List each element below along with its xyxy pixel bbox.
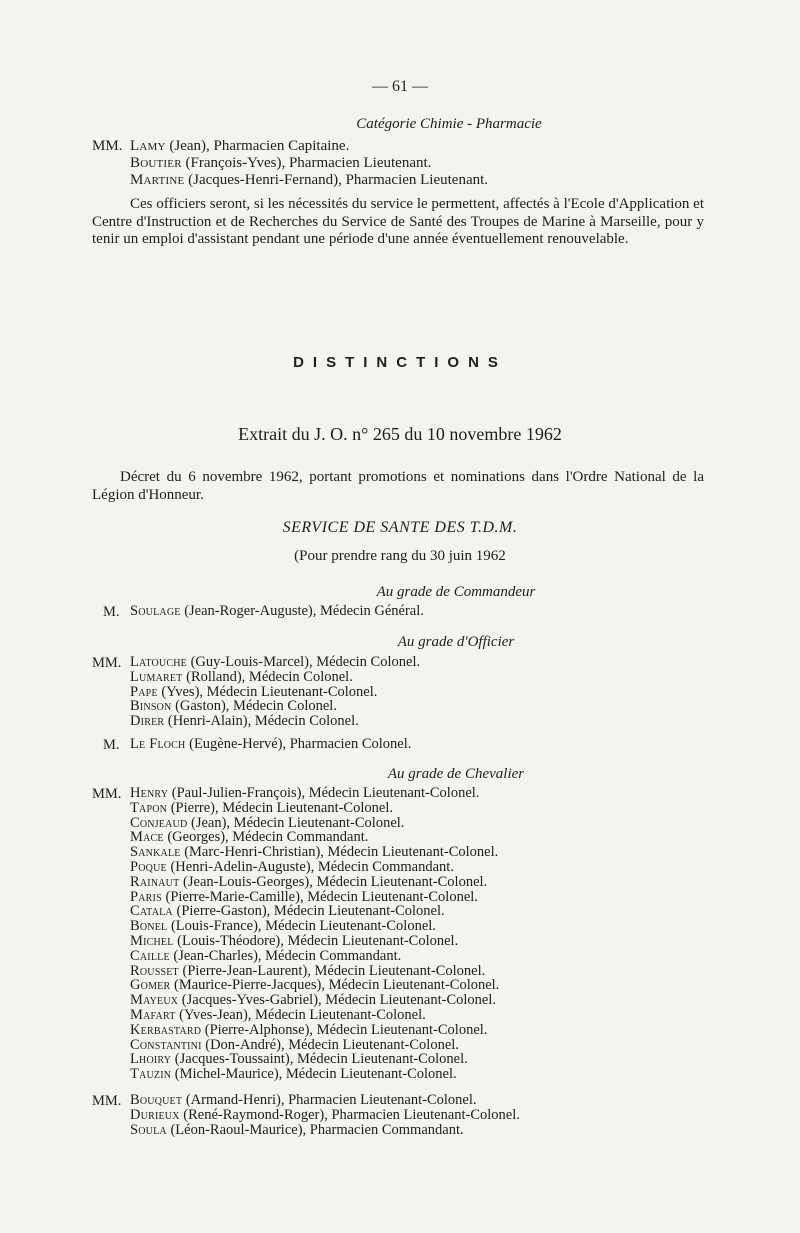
person-details: (Gaston), Médecin Colonel. xyxy=(171,698,337,715)
chevalier-prefix-2: MM. xyxy=(92,1093,122,1109)
list-item xyxy=(130,919,499,934)
person-details: (Jean), Pharmacien Capitaine. xyxy=(165,138,350,154)
category-heading: Catégorie Chimie - Pharmacie xyxy=(356,116,542,132)
person-details: (Jacques-Henri-Fernand), Pharmacien Lieutenant. xyxy=(184,172,489,188)
list-item xyxy=(130,155,488,172)
chevalier-heading: Au grade de Chevalier xyxy=(387,766,525,782)
decret-paragraph: Décret du 6 novembre 1962, portant promotions et nominations dans l'Ordre National de la Légion d'Honneur. xyxy=(92,469,704,503)
officers-paragraph: Ces officiers seront, si les nécessités du service le permettent, affectés à l'Ecole d'Application et Centre d'Instruction et de Recherches du Service de Santé des Troupes de Marine à Marseille, pour y tenir un emploi d'assistant pendant une période d'une année éventuellement renouvelable. xyxy=(92,196,704,248)
person-surname: Gomer xyxy=(130,977,171,994)
list-item xyxy=(130,714,420,729)
person-surname: Boutier xyxy=(130,155,182,171)
list-item xyxy=(130,138,488,155)
person-details: (Henri-Adelin-Auguste), Médecin Commandant. xyxy=(166,858,454,875)
person-details: (Yves), Médecin Lieutenant-Colonel. xyxy=(157,683,378,700)
list-item xyxy=(130,1008,499,1023)
extrait-line: Extrait du J. O. n° 265 du 10 novembre 1962 xyxy=(238,424,562,444)
person-surname: Paris xyxy=(130,888,162,905)
chevalier-list-2 xyxy=(130,1093,520,1137)
person-surname: Kerbastard xyxy=(130,1021,202,1038)
person-details: (Yves-Jean), Médecin Lieutenant-Colonel. xyxy=(175,1006,426,1023)
list-item xyxy=(130,1038,499,1053)
list-item xyxy=(130,172,488,189)
person-surname: Tapon xyxy=(130,799,168,816)
person-surname: Rousset xyxy=(130,962,179,979)
list-item xyxy=(130,655,420,670)
person-surname: Binson xyxy=(130,698,172,715)
person-details: (François-Yves), Pharmacien Lieutenant. xyxy=(181,155,432,171)
person-details: (Pierre-Alphonse), Médecin Lieutenant-Colonel. xyxy=(201,1021,488,1038)
commandeur-list xyxy=(130,604,424,619)
list-item xyxy=(130,934,499,949)
list-item xyxy=(130,801,499,816)
person-surname: Le Floch xyxy=(130,736,186,752)
commandeur-prefix: M. xyxy=(103,604,120,620)
list-item xyxy=(130,604,424,619)
person-surname: Conjeaud xyxy=(130,814,188,831)
person-surname: Soulage xyxy=(130,603,181,619)
list-item xyxy=(130,699,420,714)
person-details: (Henri-Alain), Médecin Colonel. xyxy=(164,713,359,730)
officier-prefix-2: M. xyxy=(103,737,120,753)
list-item xyxy=(130,964,499,979)
list-item xyxy=(130,685,420,700)
person-surname: Catala xyxy=(130,903,173,920)
person-details: (Michel-Maurice), Médecin Lieutenant-Colonel. xyxy=(171,1066,457,1083)
top-prefix: MM. xyxy=(92,138,123,154)
list-item xyxy=(130,875,499,890)
person-surname: Bonel xyxy=(130,918,168,935)
person-details: (Jean-Charles), Médecin Commandant. xyxy=(169,947,402,964)
person-surname: Caille xyxy=(130,947,170,964)
service-heading: SERVICE DE SANTE DES T.D.M. xyxy=(282,519,518,536)
person-details: (Pierre-Gaston), Médecin Lieutenant-Colonel. xyxy=(172,903,445,920)
person-surname: Lhoiry xyxy=(130,1051,172,1068)
list-item xyxy=(130,1108,520,1123)
list-item xyxy=(130,993,499,1008)
person-details: (Pierre-Marie-Camille), Médecin Lieutenant-Colonel. xyxy=(161,888,478,905)
person-details: (René-Raymond-Roger), Pharmacien Lieutenant-Colonel. xyxy=(179,1106,520,1123)
person-surname: Lumaret xyxy=(130,668,183,685)
person-details: (Léon-Raoul-Maurice), Pharmacien Commandant. xyxy=(166,1121,464,1138)
person-details: (Louis-France), Médecin Lieutenant-Colonel. xyxy=(167,918,436,935)
person-surname: Poque xyxy=(130,858,167,875)
person-surname: Direr xyxy=(130,713,165,730)
top-entries-list xyxy=(130,138,488,189)
person-surname: Tauzin xyxy=(130,1066,172,1083)
person-surname: Henry xyxy=(130,785,169,801)
person-details: (Marc-Henri-Christian), Médecin Lieutenant-Colonel. xyxy=(180,844,499,861)
person-surname: Latouche xyxy=(130,654,187,670)
officier-list-2 xyxy=(130,737,411,752)
officier-list xyxy=(130,655,420,729)
list-item xyxy=(130,1067,499,1082)
list-item xyxy=(130,904,499,919)
officier-heading: Au grade d'Officier xyxy=(397,634,515,650)
person-details: (Jacques-Yves-Gabriel), Médecin Lieutenant-Colonel. xyxy=(178,992,497,1009)
person-details: (Jean-Roger-Auguste), Médecin Général. xyxy=(180,603,424,619)
person-details: (Louis-Théodore), Médecin Lieutenant-Colonel. xyxy=(173,932,459,949)
chevalier-prefix: MM. xyxy=(92,786,122,802)
list-item xyxy=(130,978,499,993)
page-number: — 61 — xyxy=(372,78,428,95)
person-details: (Pierre), Médecin Lieutenant-Colonel. xyxy=(167,799,393,816)
list-item xyxy=(130,1052,499,1067)
person-details: (Pierre-Jean-Laurent), Médecin Lieutenant-Colonel. xyxy=(178,962,486,979)
person-surname: Bouquet xyxy=(130,1092,183,1108)
chevalier-list xyxy=(130,786,499,1082)
person-surname: Sankale xyxy=(130,844,181,861)
person-surname: Mafart xyxy=(130,1006,176,1023)
person-details: (Jean), Médecin Lieutenant-Colonel. xyxy=(187,814,405,831)
person-surname: Mayeux xyxy=(130,992,179,1009)
list-item xyxy=(130,737,411,752)
person-details: (Paul-Julien-François), Médecin Lieutenant-Colonel. xyxy=(168,785,480,801)
list-item xyxy=(130,949,499,964)
list-item xyxy=(130,830,499,845)
list-item xyxy=(130,1123,520,1138)
list-item xyxy=(130,845,499,860)
person-details: (Guy-Louis-Marcel), Médecin Colonel. xyxy=(186,654,421,670)
person-surname: Durieux xyxy=(130,1106,180,1123)
person-details: (Don-André), Médecin Lieutenant-Colonel. xyxy=(201,1036,459,1053)
person-surname: Soula xyxy=(130,1121,167,1138)
person-details: (Eugène-Hervé), Pharmacien Colonel. xyxy=(185,736,412,752)
list-item xyxy=(130,1023,499,1038)
list-item xyxy=(130,816,499,831)
person-details: (Jacques-Toussaint), Médecin Lieutenant-Colonel. xyxy=(171,1051,468,1068)
person-surname: Pape xyxy=(130,683,158,700)
person-surname: Lamy xyxy=(130,138,166,154)
list-item xyxy=(130,890,499,905)
list-item xyxy=(130,860,499,875)
rang-line: (Pour prendre rang du 30 juin 1962 xyxy=(294,548,506,564)
person-surname: Martine xyxy=(130,172,185,188)
person-details: (Rolland), Médecin Colonel. xyxy=(182,668,353,685)
list-item xyxy=(130,786,499,801)
person-surname: Rainaut xyxy=(130,873,180,890)
person-details: (Jean-Louis-Georges), Médecin Lieutenant-Colonel. xyxy=(179,873,488,890)
officier-prefix: MM. xyxy=(92,655,122,671)
list-item xyxy=(130,1093,520,1108)
person-details: (Maurice-Pierre-Jacques), Médecin Lieutenant-Colonel. xyxy=(170,977,500,994)
person-surname: Mace xyxy=(130,829,164,846)
person-details: (Georges), Médecin Commandant. xyxy=(163,829,369,846)
distinctions-title: DISTINCTIONS xyxy=(293,354,507,371)
person-surname: Constantini xyxy=(130,1036,202,1053)
list-item xyxy=(130,670,420,685)
person-surname: Michel xyxy=(130,932,174,949)
commandeur-heading: Au grade de Commandeur xyxy=(376,584,536,600)
person-details: (Armand-Henri), Pharmacien Lieutenant-Colonel. xyxy=(182,1092,477,1108)
